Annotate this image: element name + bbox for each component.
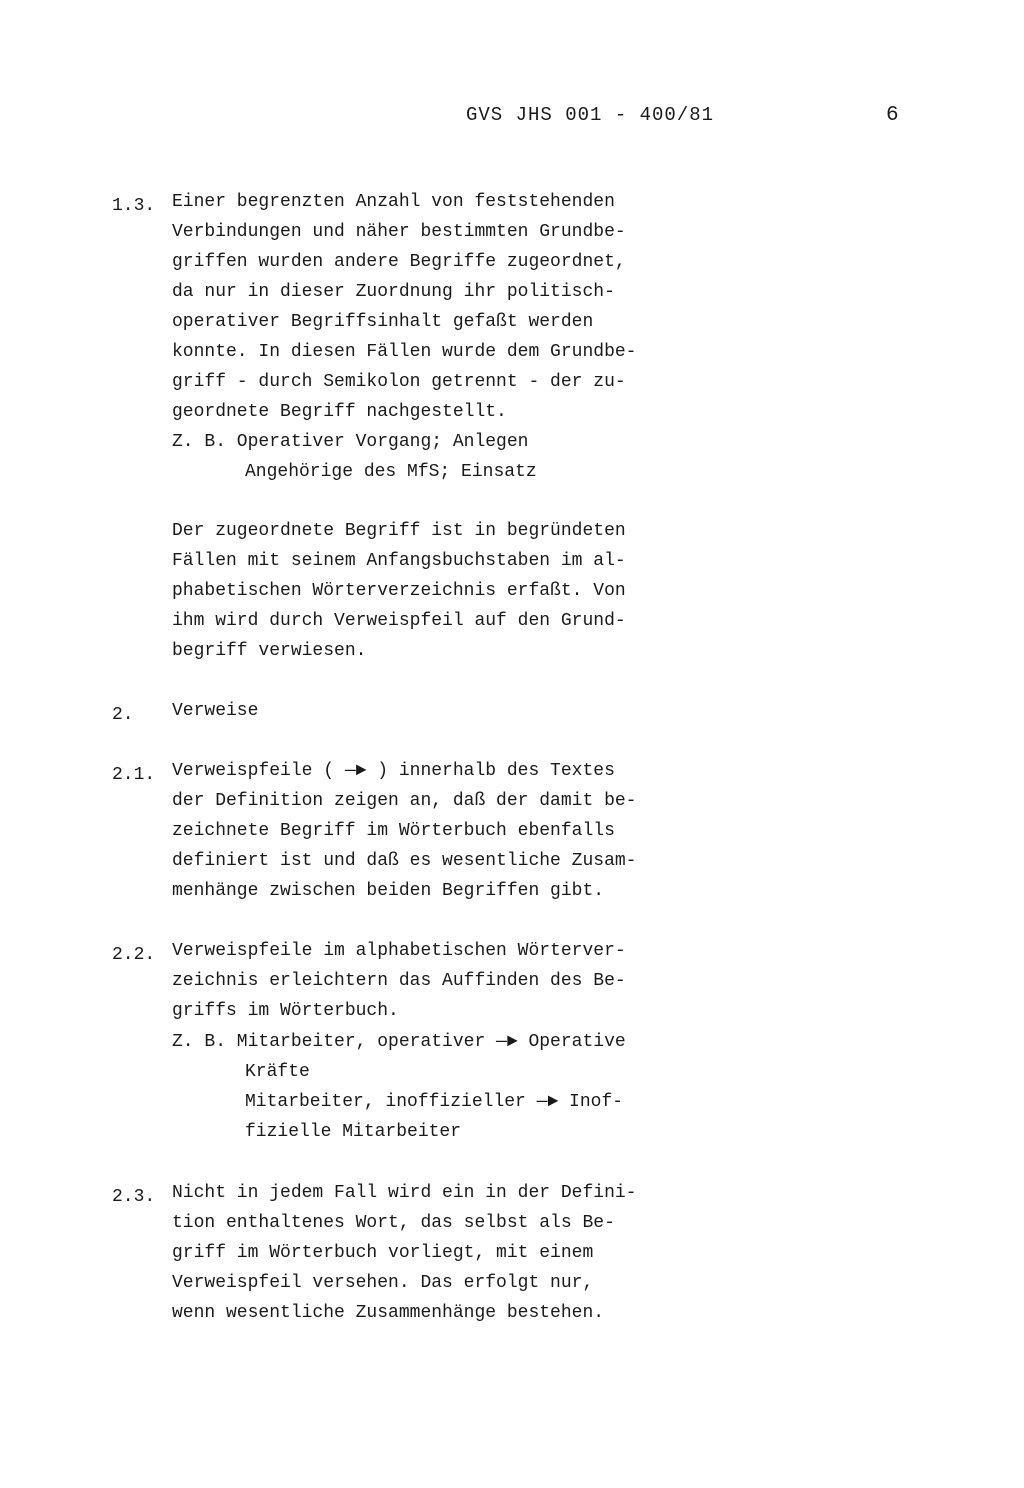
text-line: da nur in dieser Zuordnung ihr politisch- xyxy=(172,282,615,302)
section-number: 2.2. xyxy=(112,945,156,965)
text-line: geordnete Begriff nachgestellt. xyxy=(172,402,507,422)
text-line: Z. B. Mitarbeiter, operativer —► Operative xyxy=(172,1032,626,1052)
text-line: der Definition zeigen an, daß der damit be- xyxy=(172,791,637,811)
text-line: menhänge zwischen beiden Begriffen gibt. xyxy=(172,881,605,901)
document-id: GVS JHS 001 - 400/81 xyxy=(466,104,715,126)
text-line: griff im Wörterbuch vorliegt, mit einem xyxy=(172,1243,594,1263)
text-line: Verbindungen und näher bestimmten Grundbe- xyxy=(172,222,626,242)
text-line-indented: fizielle Mitarbeiter xyxy=(245,1122,462,1142)
text-line: tion enthaltenes Wort, das selbst als Be- xyxy=(172,1213,615,1233)
section-number: 2.1. xyxy=(112,765,156,785)
text-line-indented: Mitarbeiter, inoffizieller —► Inof- xyxy=(245,1092,624,1112)
text-line: phabetischen Wörterverzeichnis erfaßt. Von xyxy=(172,581,626,601)
section-number: 2.3. xyxy=(112,1187,156,1207)
text-line: griffs im Wörterbuch. xyxy=(172,1001,399,1021)
text-line: Verweispfeile ( —► ) innerhalb des Textes xyxy=(172,761,615,781)
text-line: Fällen mit seinem Anfangsbuchstaben im al- xyxy=(172,551,626,571)
text-line: wenn wesentliche Zusammenhänge bestehen. xyxy=(172,1303,605,1323)
text-line: operativer Begriffsinhalt gefaßt werden xyxy=(172,312,594,332)
text-line: Verweispfeile im alphabetischen Wörterver- xyxy=(172,941,626,961)
text-line: Einer begrenzten Anzahl von feststehenden xyxy=(172,192,615,212)
text-line: zeichnis erleichtern das Auffinden des Be- xyxy=(172,971,626,991)
text-line: ihm wird durch Verweispfeil auf den Grund- xyxy=(172,611,626,631)
text-line: Verweispfeil versehen. Das erfolgt nur, xyxy=(172,1273,594,1293)
text-line: zeichnete Begriff im Wörterbuch ebenfalls xyxy=(172,821,615,841)
text-line: Nicht in jedem Fall wird ein in der Defini- xyxy=(172,1183,637,1203)
text-line: griffen wurden andere Begriffe zugeordnet, xyxy=(172,252,626,272)
text-line: Z. B. Operativer Vorgang; Anlegen xyxy=(172,432,529,452)
page-number: 6 xyxy=(886,104,899,127)
text-line: konnte. In diesen Fällen wurde dem Grundbe- xyxy=(172,342,637,362)
text-line: Der zugeordnete Begriff ist in begründeten xyxy=(172,521,626,541)
text-line-indented: Kräfte xyxy=(245,1062,310,1082)
section-number: 1.3. xyxy=(112,196,156,216)
text-line: griff - durch Semikolon getrennt - der zu- xyxy=(172,372,626,392)
text-line: begriff verwiesen. xyxy=(172,641,367,661)
text-line-indented: Angehörige des MfS; Einsatz xyxy=(245,462,537,482)
text-line: definiert ist und daß es wesentliche Zusam- xyxy=(172,851,637,871)
section-heading: Verweise xyxy=(172,701,259,721)
section-number: 2. xyxy=(112,705,134,725)
